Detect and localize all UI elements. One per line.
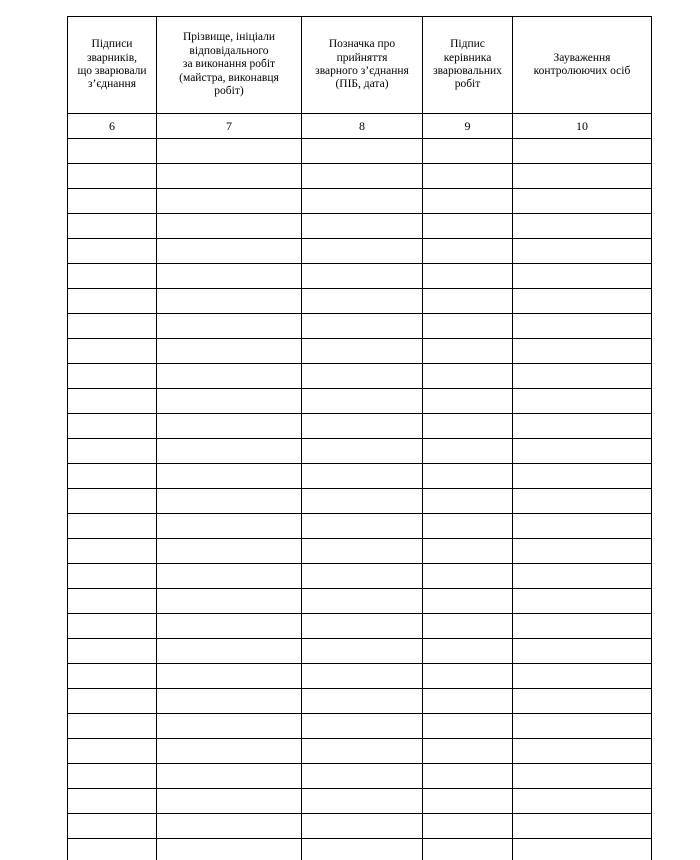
table-cell[interactable] <box>423 664 513 689</box>
table-cell[interactable] <box>157 614 302 639</box>
table-cell[interactable] <box>68 589 157 614</box>
table-cell[interactable] <box>513 414 652 439</box>
table-cell[interactable] <box>513 564 652 589</box>
table-cell[interactable] <box>423 289 513 314</box>
table-cell[interactable] <box>513 514 652 539</box>
table-cell[interactable] <box>302 489 423 514</box>
table-cell[interactable] <box>302 664 423 689</box>
table-cell[interactable] <box>302 564 423 589</box>
table-cell[interactable] <box>157 464 302 489</box>
table-row <box>68 214 652 239</box>
table-row <box>68 539 652 564</box>
header-acceptance-mark: Позначка про прийняття зварного з’єднання (ПІБ, дата) <box>302 17 423 114</box>
table-cell[interactable] <box>513 764 652 789</box>
table-cell[interactable] <box>302 314 423 339</box>
table-row <box>68 564 652 589</box>
table-row <box>68 639 652 664</box>
table-cell[interactable] <box>423 689 513 714</box>
table-cell[interactable] <box>302 339 423 364</box>
table-cell[interactable] <box>157 264 302 289</box>
table-cell[interactable] <box>68 539 157 564</box>
table-cell[interactable] <box>423 589 513 614</box>
table-cell[interactable] <box>157 289 302 314</box>
column-number-8: 8 <box>302 114 423 139</box>
table-cell[interactable] <box>513 789 652 814</box>
table-cell[interactable] <box>302 814 423 839</box>
table-cell[interactable] <box>68 514 157 539</box>
table-row <box>68 789 652 814</box>
table-cell[interactable] <box>423 439 513 464</box>
table-cell[interactable] <box>513 689 652 714</box>
table-cell[interactable] <box>157 364 302 389</box>
table-cell[interactable] <box>157 664 302 689</box>
table-cell[interactable] <box>423 564 513 589</box>
table-cell[interactable] <box>157 814 302 839</box>
table-cell[interactable] <box>302 614 423 639</box>
table-cell[interactable] <box>302 464 423 489</box>
table-cell[interactable] <box>157 439 302 464</box>
column-number-7: 7 <box>157 114 302 139</box>
table-cell[interactable] <box>302 539 423 564</box>
table-cell[interactable] <box>68 764 157 789</box>
table-cell[interactable] <box>423 414 513 439</box>
table-cell[interactable] <box>68 564 157 589</box>
table-cell[interactable] <box>68 839 157 860</box>
table-row <box>68 289 652 314</box>
table-cell[interactable] <box>423 339 513 364</box>
table-row <box>68 389 652 414</box>
table-cell[interactable] <box>423 264 513 289</box>
table-cell[interactable] <box>157 214 302 239</box>
table-cell[interactable] <box>157 789 302 814</box>
table-cell[interactable] <box>157 689 302 714</box>
table-cell[interactable] <box>302 264 423 289</box>
table-cell[interactable] <box>423 839 513 860</box>
table-cell[interactable] <box>68 639 157 664</box>
table-cell[interactable] <box>157 389 302 414</box>
table-row <box>68 489 652 514</box>
table-cell[interactable] <box>513 539 652 564</box>
table-cell[interactable] <box>423 389 513 414</box>
table-row <box>68 264 652 289</box>
table-cell[interactable] <box>302 789 423 814</box>
table-cell[interactable] <box>302 164 423 189</box>
table-cell[interactable] <box>157 314 302 339</box>
table-cell[interactable] <box>423 214 513 239</box>
column-number-9: 9 <box>423 114 513 139</box>
table-cell[interactable] <box>302 289 423 314</box>
table-cell[interactable] <box>513 264 652 289</box>
table-cell[interactable] <box>513 139 652 164</box>
header-row <box>68 17 652 114</box>
table-row <box>68 439 652 464</box>
table-cell[interactable] <box>423 639 513 664</box>
table-cell[interactable] <box>68 239 157 264</box>
header-responsible-person: Прізвище, ініціали відповідального за виконання робіт (майстра, виконавця робіт) <box>157 17 302 114</box>
table-cell[interactable] <box>157 739 302 764</box>
table-row <box>68 239 652 264</box>
table-cell[interactable] <box>302 364 423 389</box>
table-cell[interactable] <box>68 214 157 239</box>
table-cell[interactable] <box>68 814 157 839</box>
table-cell[interactable] <box>68 489 157 514</box>
table-cell[interactable] <box>68 464 157 489</box>
table-cell[interactable] <box>513 714 652 739</box>
table-cell[interactable] <box>302 514 423 539</box>
table-cell[interactable] <box>513 464 652 489</box>
table-cell[interactable] <box>157 339 302 364</box>
table-cell[interactable] <box>423 489 513 514</box>
table-cell[interactable] <box>513 739 652 764</box>
table-cell[interactable] <box>423 539 513 564</box>
table-cell[interactable] <box>157 164 302 189</box>
table-row <box>68 364 652 389</box>
table-cell[interactable] <box>68 789 157 814</box>
table-row <box>68 314 652 339</box>
column-number-10: 10 <box>513 114 652 139</box>
table-cell[interactable] <box>513 439 652 464</box>
table-cell[interactable] <box>423 614 513 639</box>
table-cell[interactable] <box>513 214 652 239</box>
table-cell[interactable] <box>513 839 652 860</box>
table-cell[interactable] <box>68 714 157 739</box>
table-cell[interactable] <box>302 764 423 789</box>
table-cell[interactable] <box>68 289 157 314</box>
table-cell[interactable] <box>423 314 513 339</box>
table-cell[interactable] <box>68 664 157 689</box>
table-cell[interactable] <box>302 239 423 264</box>
table-cell[interactable] <box>423 164 513 189</box>
header-welder-signatures: Підписи зварників, що зварювали з’єднання <box>68 17 157 114</box>
table-cell[interactable] <box>302 739 423 764</box>
table-cell[interactable] <box>302 639 423 664</box>
table-cell[interactable] <box>513 364 652 389</box>
table-cell[interactable] <box>68 189 157 214</box>
table-cell[interactable] <box>423 764 513 789</box>
table-cell[interactable] <box>68 339 157 364</box>
table-cell[interactable] <box>302 589 423 614</box>
table-cell[interactable] <box>513 639 652 664</box>
table-row <box>68 164 652 189</box>
table-cell[interactable] <box>513 239 652 264</box>
table-cell[interactable] <box>302 439 423 464</box>
table-cell[interactable] <box>302 139 423 164</box>
table-cell[interactable] <box>68 689 157 714</box>
table-cell[interactable] <box>157 589 302 614</box>
table-cell[interactable] <box>68 739 157 764</box>
table-cell[interactable] <box>423 814 513 839</box>
table-cell[interactable] <box>68 314 157 339</box>
table-cell[interactable] <box>302 189 423 214</box>
table-cell[interactable] <box>302 839 423 860</box>
table-cell[interactable] <box>157 539 302 564</box>
table-row <box>68 514 652 539</box>
table-cell[interactable] <box>513 589 652 614</box>
table-cell[interactable] <box>157 514 302 539</box>
table-cell[interactable] <box>513 814 652 839</box>
table-row <box>68 339 652 364</box>
table-cell[interactable] <box>423 514 513 539</box>
table-cell[interactable] <box>423 739 513 764</box>
table-cell[interactable] <box>423 789 513 814</box>
table-row <box>68 614 652 639</box>
table-cell[interactable] <box>302 714 423 739</box>
table-cell[interactable] <box>513 164 652 189</box>
table-row <box>68 189 652 214</box>
table-row <box>68 714 652 739</box>
table-row <box>68 664 652 689</box>
welding-journal-table <box>67 16 652 860</box>
table-cell[interactable] <box>157 639 302 664</box>
table-cell[interactable] <box>302 414 423 439</box>
table-cell[interactable] <box>513 614 652 639</box>
table-row <box>68 139 652 164</box>
table-cell[interactable] <box>513 664 652 689</box>
table-cell[interactable] <box>513 339 652 364</box>
table-cell[interactable] <box>423 714 513 739</box>
table-cell[interactable] <box>157 414 302 439</box>
table-cell[interactable] <box>68 414 157 439</box>
column-number-row <box>68 114 652 139</box>
table-cell[interactable] <box>423 464 513 489</box>
header-welding-manager-signature: Підпис керівника зварювальних робіт <box>423 17 513 114</box>
table-row <box>68 814 652 839</box>
table-cell[interactable] <box>423 139 513 164</box>
table-cell[interactable] <box>302 689 423 714</box>
table-cell[interactable] <box>513 289 652 314</box>
table-cell[interactable] <box>157 714 302 739</box>
table-cell[interactable] <box>302 214 423 239</box>
table-row <box>68 739 652 764</box>
table-cell[interactable] <box>68 389 157 414</box>
table-row <box>68 764 652 789</box>
table-cell[interactable] <box>423 364 513 389</box>
table-cell[interactable] <box>513 389 652 414</box>
table-cell[interactable] <box>68 364 157 389</box>
table-cell[interactable] <box>513 314 652 339</box>
table-cell[interactable] <box>423 189 513 214</box>
table-cell[interactable] <box>68 439 157 464</box>
table-cell[interactable] <box>68 139 157 164</box>
table-cell[interactable] <box>513 489 652 514</box>
table-cell[interactable] <box>157 139 302 164</box>
table-cell[interactable] <box>157 489 302 514</box>
table-cell[interactable] <box>157 564 302 589</box>
table-row <box>68 589 652 614</box>
table-cell[interactable] <box>513 189 652 214</box>
table-cell[interactable] <box>157 764 302 789</box>
table-cell[interactable] <box>68 614 157 639</box>
table-cell[interactable] <box>68 264 157 289</box>
table-cell[interactable] <box>157 839 302 860</box>
table-cell[interactable] <box>68 164 157 189</box>
table-row <box>68 689 652 714</box>
table-cell[interactable] <box>423 239 513 264</box>
table-row <box>68 414 652 439</box>
table-row <box>68 464 652 489</box>
header-inspector-remarks: Зауваження контролюючих осіб <box>513 17 652 114</box>
table-row <box>68 839 652 860</box>
table-cell[interactable] <box>157 239 302 264</box>
table-cell[interactable] <box>302 389 423 414</box>
table-cell[interactable] <box>157 189 302 214</box>
column-number-6: 6 <box>68 114 157 139</box>
